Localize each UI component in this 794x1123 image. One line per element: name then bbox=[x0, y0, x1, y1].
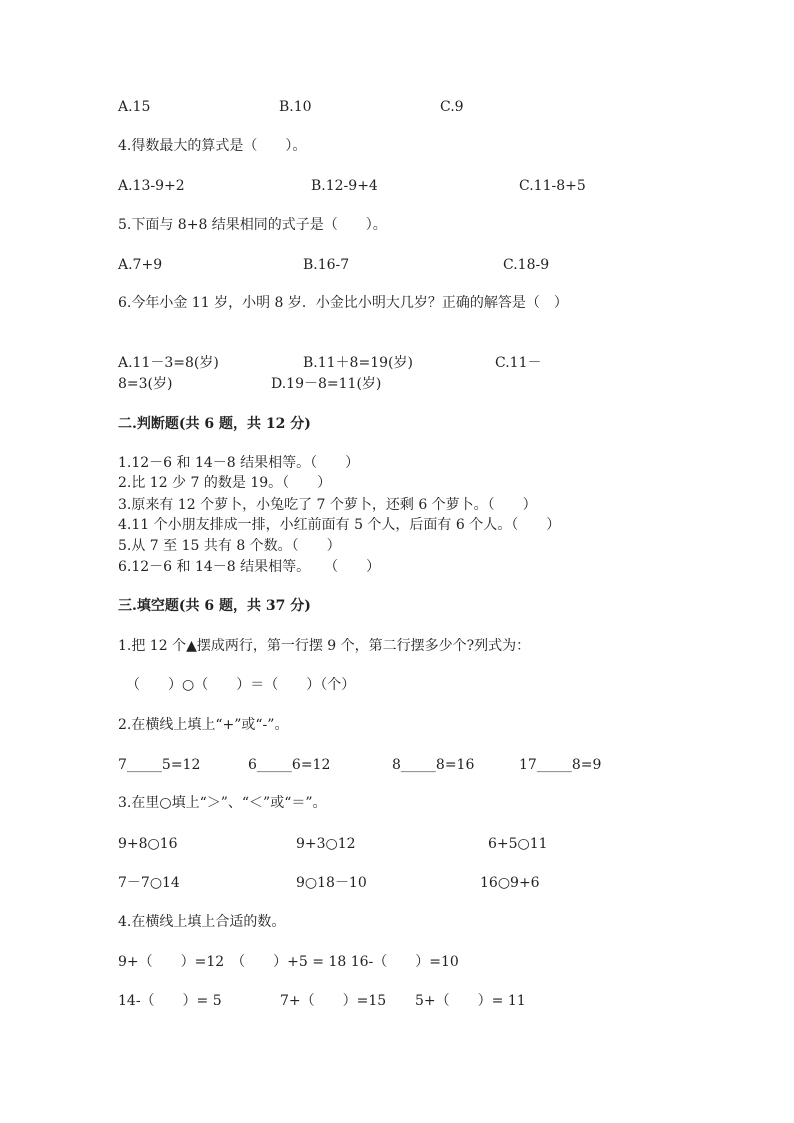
compare-item: 16○9+6 bbox=[480, 875, 540, 891]
section2-heading: 二.判断题(共 6 题，共 12 分) bbox=[118, 416, 311, 432]
judge-item: 5.从 7 至 15 共有 8 个数。（ ） bbox=[118, 538, 341, 554]
q4-option-b: B.12-9+4 bbox=[311, 178, 378, 194]
fill-q2-item: 8_____8=16 bbox=[392, 757, 475, 773]
fill-q2-item: 6_____6=12 bbox=[248, 757, 331, 773]
q5-question: 5.下面与 8+8 结果相同的式子是（ ）。 bbox=[118, 217, 387, 233]
fill-q2-item: 7_____5=12 bbox=[118, 757, 201, 773]
fill-q4-row1: 9+（ ）=12 （ ）+5 = 18 16-（ ）=10 bbox=[118, 954, 459, 970]
q4-option-a: A.13-9+2 bbox=[118, 178, 185, 194]
q6-option-a: A.11－3=8(岁) bbox=[118, 355, 219, 371]
q5-option-b: B.16-7 bbox=[303, 257, 350, 273]
fill-q1-formula: （ ）○（ ）＝（ ）（个） bbox=[126, 677, 356, 693]
compare-item: 7－7○14 bbox=[118, 875, 180, 891]
q6-option-c-start: C.11－ bbox=[495, 355, 542, 371]
q4-question: 4.得数最大的算式是（ ）。 bbox=[118, 138, 307, 154]
q6-option-b: B.11＋8=19(岁) bbox=[303, 355, 413, 371]
fill-q2-question: 2.在横线上填上“+”或“-”。 bbox=[118, 717, 289, 733]
q4-option-c: C.11-8+5 bbox=[519, 178, 586, 194]
fill-q4-item: 5+（ ）= 11 bbox=[415, 993, 526, 1009]
judge-item: 1.12－6 和 14－8 结果相等。（ ） bbox=[118, 455, 360, 471]
q6-option-c-end: 8=3(岁) bbox=[118, 376, 173, 392]
compare-item: 6+5○11 bbox=[488, 836, 548, 852]
q3-option-c: C.9 bbox=[440, 99, 464, 115]
q3-option-b: B.10 bbox=[279, 99, 312, 115]
compare-item: 9+8○16 bbox=[118, 836, 178, 852]
q5-option-a: A.7+9 bbox=[118, 257, 163, 273]
q6-option-d: D.19－8=11(岁) bbox=[271, 376, 382, 392]
judge-item: 6.12－6 和 14－8 结果相等。 （ ） bbox=[118, 559, 381, 575]
judge-item: 3.原来有 12 个萝卜，小兔吃了 7 个萝卜，还剩 6 个萝卜。（ ） bbox=[118, 497, 537, 513]
section3-heading: 三.填空题(共 6 题，共 37 分) bbox=[118, 598, 311, 614]
fill-q4-question: 4.在横线上填上合适的数。 bbox=[118, 914, 286, 930]
fill-q4-item: 7+（ ）=15 bbox=[280, 993, 387, 1009]
judge-item: 4.11 个小朋友排成一排，小红前面有 5 个人，后面有 6 个人。（ ） bbox=[118, 517, 561, 533]
fill-q4-item: 14-（ ）= 5 bbox=[118, 993, 222, 1009]
q3-option-a: A.15 bbox=[118, 99, 151, 115]
fill-q2-item: 17_____8=9 bbox=[519, 757, 602, 773]
compare-item: 9+3○12 bbox=[296, 836, 356, 852]
fill-q3-question: 3.在里○填上“＞”、“＜”或“＝”。 bbox=[118, 795, 327, 811]
judge-item: 2.比 12 少 7 的数是 19。（ ） bbox=[118, 475, 332, 491]
fill-q1-question: 1.把 12 个▲摆成两行，第一行摆 9 个，第二行摆多少个?列式为： bbox=[118, 638, 531, 654]
q6-question: 6.今年小金 11 岁，小明 8 岁．小金比小明大几岁？正确的解答是（ ） bbox=[118, 295, 568, 311]
compare-item: 9○18－10 bbox=[296, 875, 367, 891]
q5-option-c: C.18-9 bbox=[503, 257, 550, 273]
